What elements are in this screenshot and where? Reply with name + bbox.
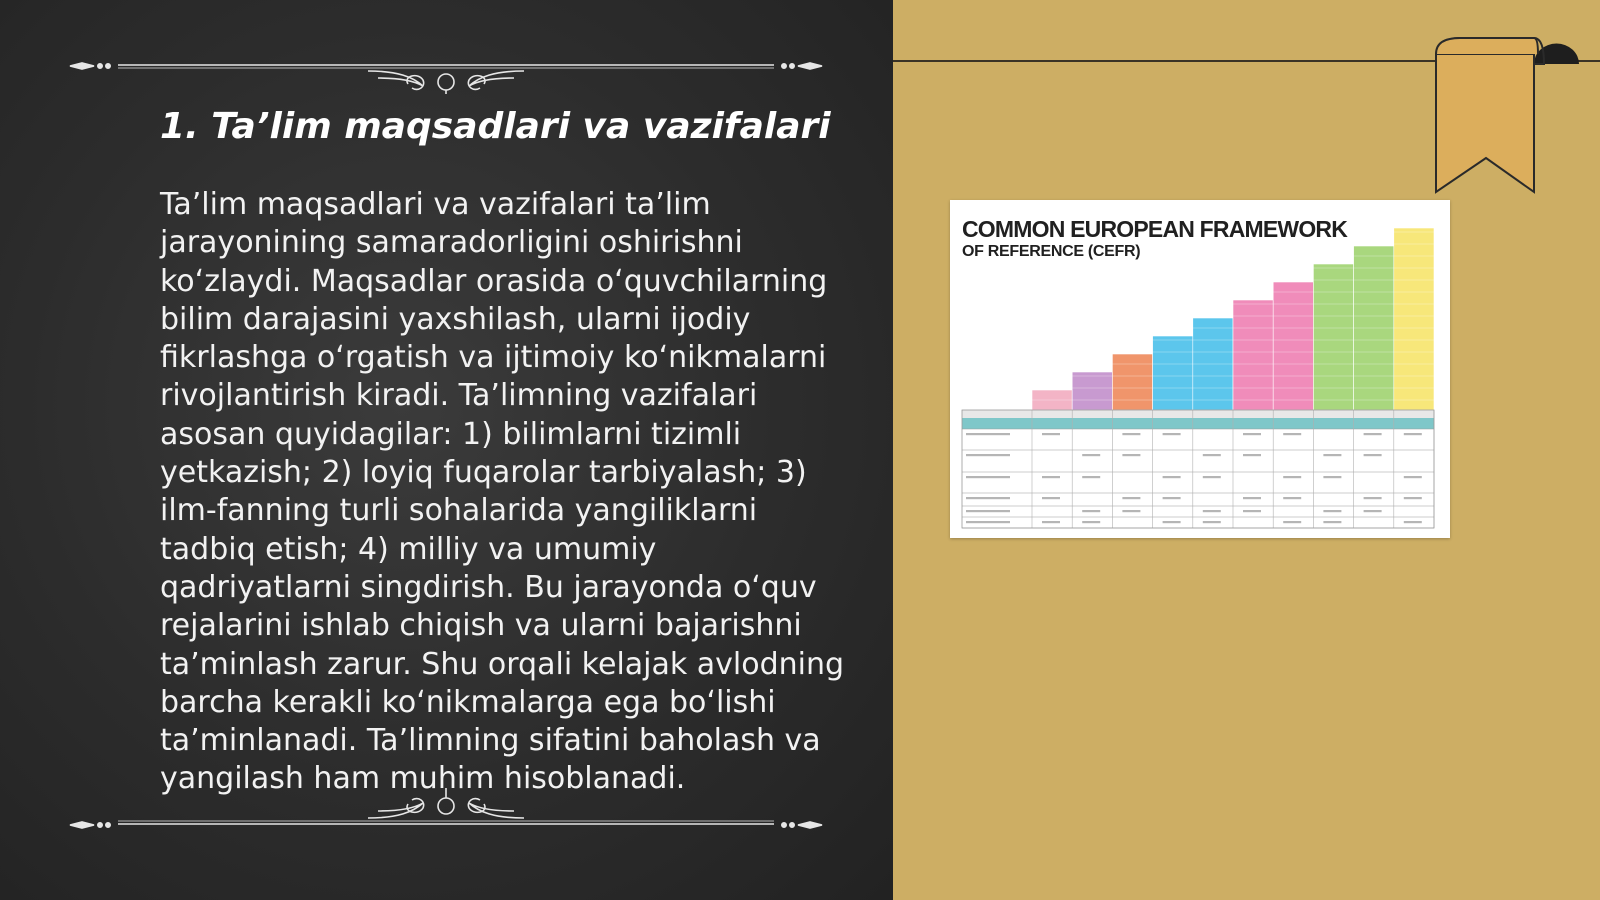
cefr-table-cell-mark [1404,433,1422,435]
cefr-table-cell-mark [1364,454,1382,456]
cefr-table-cell-mark [1323,476,1341,478]
slide-body-text: Ta’lim maqsadlari va vazifalari ta’lim jarayonining samaradorligini oshirishni ko‘zlaydi. Maqsadlar orasida o‘quvchilarning bilim darajasini yaxshilash, ularni ijodiy fikrlashga o‘rgatish va ijtimoiy ko‘nikmalarni rivojlantirish kiradi. Ta’limning vazifalari asosan quyidagilar: 1) bilimlarni tizimli yetkazish; 2) loyiq fuqarolar tarbiyalash; 3) ilm-fanning turli sohalarida yangiliklarni tadbiq etish; 4) milliy va umumiy qadriyatlarni singdirish. Bu jarayonda o‘quv rejalarini ishlab chiqish va ularni bajarishni ta’minlash zarur. Shu orqali kelajak avlodning barcha kerakli ko‘nikmalarga ega bo‘lishi ta’minlanadi. Ta’limning sifatini baholash va yangilash ham muhim hisoblanadi. [160,187,845,797]
cefr-table-row-label-mark [966,521,1010,523]
cefr-table-row-label-mark [966,433,1010,435]
cefr-table-cell-mark [1203,476,1221,478]
cefr-table-cell-mark [1122,454,1140,456]
cefr-table-cell-mark [1163,433,1181,435]
cefr-step-2 [1072,372,1112,410]
cefr-table-cell-mark [1283,433,1301,435]
cefr-table-row-label-mark [966,476,1010,478]
cefr-table-cell-mark [1122,510,1140,512]
cefr-table-cell-mark [1283,497,1301,499]
cefr-table-cell-mark [1082,510,1100,512]
cefr-table-cell-mark [1323,454,1341,456]
ornament-bottom-icon [68,784,824,834]
cefr-table-cell-mark [1082,521,1100,523]
cefr-step-10 [1394,228,1434,410]
cefr-table-row-label-mark [966,454,1010,456]
cefr-table-cell-mark [1243,454,1261,456]
cefr-table-cell-mark [1283,476,1301,478]
cefr-table-cefr-row [962,410,1434,418]
cefr-table-cell-mark [1404,521,1422,523]
slide-title: 1. Ta’lim maqsadlari va vazifalari [160,106,831,147]
cefr-table-cell-mark [1042,433,1060,435]
cefr-table-cell-mark [1404,476,1422,478]
cefr-image [950,200,1450,538]
cefr-table-cell-mark [1323,510,1341,512]
cefr-table-cell-mark [1364,510,1382,512]
cefr-table-cell-mark [1042,521,1060,523]
cefr-table-cell-mark [1283,521,1301,523]
cefr-table-row-label-mark [966,510,1010,512]
cefr-table-cell-mark [1364,497,1382,499]
cefr-table-cell-mark [1163,497,1181,499]
cefr-table-cell-mark [1122,497,1140,499]
cefr-table-cell-mark [1203,510,1221,512]
cefr-table-cell-mark [1243,433,1261,435]
cefr-table-cell-mark [1042,476,1060,478]
cefr-step-7 [1273,282,1313,410]
cefr-table-cell-mark [1042,497,1060,499]
cefr-step-3 [1112,354,1152,410]
cefr-table-cell-mark [1203,521,1221,523]
cefr-table-header-row [962,418,1434,429]
cefr-table-cell-mark [1163,476,1181,478]
image-title-line1: COMMON EUROPEAN FRAMEWORK [962,216,1348,242]
bookmark-ribbon-icon [1434,34,1584,199]
cefr-table-cell-mark [1364,433,1382,435]
cefr-table-row-label-mark [966,497,1010,499]
cefr-table-cell-mark [1082,476,1100,478]
cefr-step-4 [1153,336,1193,410]
cefr-table-cell-mark [1163,521,1181,523]
cefr-table-cell-mark [1404,497,1422,499]
ornament-top-icon [68,44,824,94]
cefr-table-cell-mark [1203,454,1221,456]
cefr-table-cell-mark [1243,510,1261,512]
cefr-table-cell-mark [1323,521,1341,523]
cefr-table-cell-mark [1243,497,1261,499]
image-title-line2: OF REFERENCE (CEFR) [962,243,1141,260]
cefr-table-cell-mark [1122,433,1140,435]
cefr-step-6 [1233,300,1273,410]
cefr-table-cell-mark [1082,454,1100,456]
